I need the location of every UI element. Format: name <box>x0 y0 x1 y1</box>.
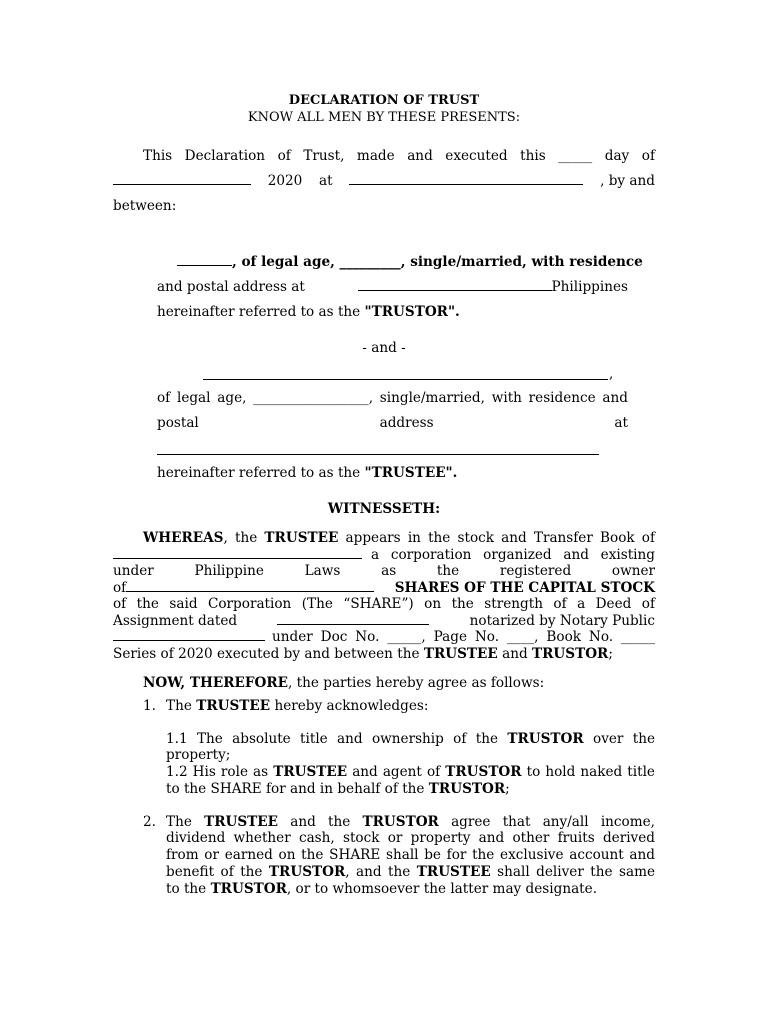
whereas-line-2 <box>113 547 655 563</box>
blank-shares <box>126 580 374 592</box>
series-trustor: TRUSTOR <box>532 646 609 662</box>
trustee-ref-text: hereinafter referred to as the <box>157 465 365 481</box>
item-1-c: hereby acknowledges: <box>270 698 429 714</box>
now-therefore-text: , the parties hereby agree as follows: <box>288 675 545 691</box>
assignment-dated: Assignment dated <box>113 613 238 629</box>
item-1-1-line-2: property; <box>166 747 231 763</box>
blank-trustor-address <box>358 279 552 291</box>
item-2-l5c: , or to whomsoever the latter may designate. <box>286 881 598 897</box>
trustee-ref-term: "TRUSTEE". <box>364 465 458 481</box>
item-2-l4e: shall deliver the same <box>490 864 656 880</box>
trustee-line-3 <box>157 415 628 431</box>
series-end: ; <box>608 646 613 662</box>
trustee-line-5 <box>157 465 457 481</box>
intro-at: at <box>319 173 333 189</box>
item-1-2-trustee: TRUSTEE <box>273 764 348 780</box>
whereas-line-4 <box>113 580 655 596</box>
whereas-line-7 <box>113 629 655 645</box>
item-1-2-a: 1.2 His role as <box>166 764 274 780</box>
blank-notary <box>113 629 265 641</box>
blank-trustor-name <box>177 254 232 266</box>
item-2-trustee: TRUSTEE <box>204 814 279 830</box>
whereas-line-3: under Philippine Laws as the registered owner <box>113 563 655 579</box>
item-1-2-line-1 <box>166 764 655 780</box>
item-1-2-e: to hold naked title <box>521 764 655 780</box>
item-2-line-1 <box>166 814 655 830</box>
item-2-l4-trustee: TRUSTEE <box>416 864 491 880</box>
document-subtitle: KNOW ALL MEN BY THESE PRESENTS: <box>247 110 521 125</box>
item-1-text <box>166 698 428 714</box>
intro-line-1: This Declaration of Trust, made and executed this _____ day of <box>143 148 655 164</box>
now-therefore-term: NOW, THEREFORE <box>143 675 289 691</box>
and-separator: - and - <box>362 340 406 356</box>
trustee-at: at <box>614 415 628 431</box>
trustee-postal: postal <box>157 415 199 431</box>
item-2-a: The <box>166 814 205 830</box>
series-and: and <box>497 646 532 662</box>
item-2-l4-trustor: TRUSTOR <box>268 864 346 880</box>
item-2-line-4 <box>166 864 655 880</box>
trustee-address: address <box>379 415 434 431</box>
trustor-country: Philippines <box>551 279 628 295</box>
item-2-l5-trustor: TRUSTOR <box>210 881 287 897</box>
now-therefore <box>143 675 544 691</box>
item-2-l4a: benefit of the <box>166 864 269 880</box>
blank-place <box>349 173 583 185</box>
notarized-text: notarized by Notary Public <box>469 613 655 629</box>
trustor-line-3 <box>157 304 460 320</box>
blank-date <box>113 173 251 185</box>
item-1-2-trustor-b: TRUSTOR <box>428 781 506 797</box>
whereas-line-8 <box>113 646 613 662</box>
item-1-1-c: over the <box>583 731 656 747</box>
trustor-line-1 <box>177 254 643 270</box>
item-1-1-a: 1.1 The absolute title and ownership of the <box>166 731 508 747</box>
item-1-number: 1. <box>143 698 156 714</box>
item-1-2-f: to the SHARE for and in behalf of the <box>166 781 429 797</box>
trustor-address-label: and postal address at <box>157 279 305 295</box>
trustor-intro: , of legal age, _________, single/married, with residence <box>232 254 643 270</box>
intro-by-and: , by and <box>600 173 655 189</box>
item-1-2-line-2 <box>166 781 510 797</box>
series-trustee: TRUSTEE <box>423 646 498 662</box>
item-1-2-trustor: TRUSTOR <box>445 764 522 780</box>
item-2-line-5 <box>166 881 597 897</box>
item-2-l5a: to the <box>166 881 211 897</box>
whereas-text-a: , the <box>223 530 265 546</box>
whereas-trustee: TRUSTEE <box>264 530 339 546</box>
item-1-1-trustor: TRUSTOR <box>507 731 584 747</box>
item-1-a: The <box>166 698 197 714</box>
trustee-line-2: of legal age, _________________, single/married, with residence and <box>157 390 628 406</box>
trustor-ref-term: "TRUSTOR". <box>364 304 460 320</box>
whereas-term: WHEREAS <box>143 530 224 546</box>
trustor-line-2 <box>157 279 628 295</box>
item-2-c: and the <box>278 814 363 830</box>
intro-line-2 <box>113 173 655 189</box>
whereas-line-6 <box>113 613 655 629</box>
item-2-number: 2. <box>143 814 156 830</box>
whereas-line-5: of the said Corporation (The “SHARE”) on the strength of a Deed of <box>113 596 655 612</box>
item-2-l4c: , and the <box>345 864 417 880</box>
trustee-name-comma: , <box>609 366 614 382</box>
doc-page-book: under Doc No. _____, Page No. ____, Book No. _____ <box>272 629 655 645</box>
intro-line-3: between: <box>113 198 177 214</box>
item-2-line-2: dividend whether cash, stock or property and other fruits derived <box>166 830 655 846</box>
item-1-1-line-1 <box>166 731 655 747</box>
trustor-ref-text: hereinafter referred to as the <box>157 304 365 320</box>
shares-capital-stock: SHARES OF THE CAPITAL STOCK <box>394 580 655 596</box>
whereas-corp-text: a corporation organized and existing <box>371 547 655 563</box>
document-title: DECLARATION OF TRUST <box>288 93 480 108</box>
blank-trustee-address <box>157 454 599 455</box>
blank-assignment-date <box>277 613 429 625</box>
item-2-line-3: from or earned on the SHARE shall be for the exclusive account and <box>166 847 655 863</box>
whereas-line-1 <box>143 530 655 546</box>
blank-trustee-name <box>203 379 608 380</box>
intro-year: 2020 <box>267 173 303 189</box>
item-1-2-c: and agent of <box>347 764 446 780</box>
item-1-trustee: TRUSTEE <box>196 698 271 714</box>
item-2-e: agree that any/all income, <box>438 814 655 830</box>
witnesseth-heading: WITNESSETH: <box>327 501 441 517</box>
item-2-trustor: TRUSTOR <box>362 814 439 830</box>
blank-corporation <box>113 547 362 559</box>
item-1-2-h: ; <box>505 781 510 797</box>
series-text: Series of 2020 executed by and between the <box>113 646 424 662</box>
whereas-of: of <box>113 580 127 596</box>
whereas-text-b: appears in the stock and Transfer Book of <box>338 530 655 546</box>
